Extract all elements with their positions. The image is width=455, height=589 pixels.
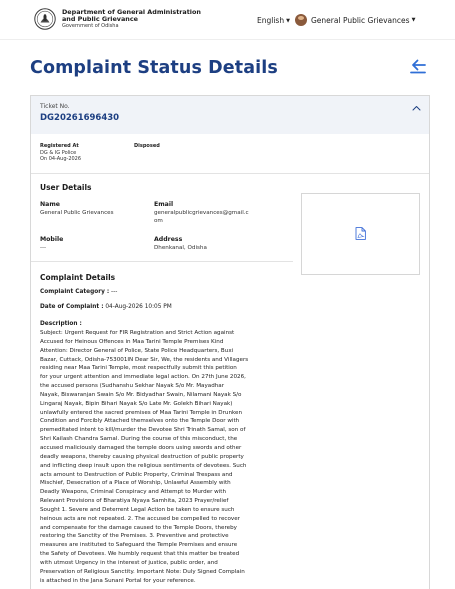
description-line: acts amount to Destruction of Public Property, Criminal Trespass and xyxy=(40,471,233,478)
language-selector[interactable] xyxy=(257,16,290,25)
page-title: Complaint Status Details xyxy=(30,58,278,78)
description-line: the Safety of Devotees. We humbly request that this matter be treated xyxy=(40,551,240,558)
registered-office: DG & IG Police xyxy=(40,150,77,156)
description-line: Accused for Heinous Offences in Maa Tarini Temple Premises Kind xyxy=(40,338,224,345)
description-line: unlawfully entered the sacred premises of Maa Tarini Temple in Drunken xyxy=(40,409,243,416)
address-value: Dhenkanal, Odisha xyxy=(154,245,207,251)
description-line: Subject: Urgent Request for FIR Registration and Strict Action against xyxy=(40,330,235,336)
ticket-number: DG20261696430 xyxy=(40,113,120,123)
ticket-label: Ticket No. xyxy=(40,103,70,110)
description-line: accused maliciously damaged the temple doors using swords and other xyxy=(40,444,242,451)
description-line: deadly weapons, thereby causing physical destruction of public property xyxy=(40,453,244,460)
email-value-line1: generalpublicgrievances@gmail.c xyxy=(154,210,249,216)
chevron-up-icon[interactable] xyxy=(412,105,421,111)
description-line: Preservation of Religious Sanctity. Important Note: Duly Signed Complain xyxy=(40,568,245,575)
description-line: Nayak, Biswaranjan Swain S/o Mr. Bidyadhar Swain, Nilamani Nayak S/o xyxy=(40,391,242,398)
description-line: Relevant Provisions of Bharatiya Nyaya Samhita, 2023 Prayer/relief xyxy=(40,498,229,505)
attachment-preview[interactable] xyxy=(301,193,420,275)
description-line: heinous acts are not repeated. 2. The accused be compelled to recover xyxy=(40,515,240,522)
address-label: Address xyxy=(154,236,183,243)
description-line: Attention: Director General of Police, State Police Headquarters, Buxi xyxy=(40,347,234,354)
complaint-category xyxy=(40,289,117,295)
pdf-file-icon xyxy=(355,227,366,240)
divider xyxy=(31,261,293,262)
description-line: residing near Maa Tarini Temple, most respectfully submit this petition xyxy=(40,365,237,372)
description-line: measures are instituted to Safeguard the Temple Premises and ensure xyxy=(40,542,238,549)
complaint-details-title: Complaint Details xyxy=(40,273,116,282)
top-header xyxy=(0,0,455,40)
description-line: Bazar, Cuttack, Odisha-753001IN Dear Sir, We, the residents and Villagers xyxy=(40,356,249,363)
description-line: Condition and Forcibly Attached themselves onto the Temple Door with xyxy=(40,418,240,425)
email-label: Email xyxy=(154,201,174,208)
org-name-line2: and Public Grievance xyxy=(62,15,138,24)
complaint-category-value: --- xyxy=(109,289,118,295)
caret-down-icon: ▼ xyxy=(286,18,290,24)
complaint-date xyxy=(40,304,172,310)
description-line: is attached in the Jana Sunani Portal for your reference. xyxy=(40,577,196,584)
language-label: English xyxy=(257,16,285,25)
description-line: for your urgent attention and immediate legal action. On 27th June 2026, xyxy=(40,374,246,381)
divider xyxy=(31,173,429,174)
description-label: Description : xyxy=(40,321,82,327)
email-value-line2: om xyxy=(154,218,163,224)
complaint-date-value: 04-Aug-2026 10:05 PM xyxy=(103,304,172,310)
description-text xyxy=(40,329,282,585)
mobile-label: Mobile xyxy=(40,236,64,243)
complaint-card xyxy=(30,95,430,589)
user-details-title: User Details xyxy=(40,183,92,192)
status-badge: Disposed xyxy=(134,143,160,149)
description-line: and compensate for the damage caused to the Temple Doors, thereby xyxy=(40,524,237,531)
complaint-category-label: Complaint Category : xyxy=(40,289,110,295)
ticket-header[interactable] xyxy=(31,96,429,134)
description-line: Sought 1. Severe and Deterrent Legal Action be taken to ensure such xyxy=(40,506,235,513)
registered-at-label: Registered At xyxy=(40,143,79,149)
description-line: Mischief, Desecration of a Place of Worship, Unlawful Assembly with xyxy=(40,480,231,487)
description-line: premeditated intent to kill/murder the Devotee Shri Trinath Samal, son of xyxy=(40,427,246,434)
name-value: General Public Grievances xyxy=(40,210,114,216)
back-arrow-icon[interactable] xyxy=(409,58,427,74)
complaint-date-label: Date of Complaint : xyxy=(40,304,104,310)
odisha-emblem-icon xyxy=(34,8,56,30)
description-line: restoring the Sanctity of the Premises. 3. Preventive and protective xyxy=(40,533,229,540)
name-label: Name xyxy=(40,201,60,208)
org-name-line1: Department of General Administration xyxy=(62,8,201,16)
org-government: Government of Odisha xyxy=(62,22,119,29)
user-menu[interactable] xyxy=(295,12,415,28)
description-line: Shri Kailash Chandra Samal. During the course of this misconduct, the xyxy=(40,436,238,443)
mobile-value: --- xyxy=(40,245,47,251)
user-name: General Public Grievances xyxy=(311,15,410,25)
avatar xyxy=(295,14,307,26)
description-line: Deadly Weapons, Criminal Conspiracy and Attempt to Murder with xyxy=(40,489,227,496)
description-line: the accused persons (Sudhanshu Sekhar Nayak S/o Mr. Mayadhar xyxy=(40,383,225,390)
description-line: and inflicting deep insult upon the religious sentiments of devotees. Such xyxy=(40,462,247,469)
brand-text xyxy=(62,9,201,29)
registered-date: On 04-Aug-2026 xyxy=(40,156,82,162)
caret-down-icon: ▼ xyxy=(411,17,416,23)
description-line: Lingaraj Nayak, Bipin Bihari Nayak S/o Late Mr. Golekh Bihari Nayak) xyxy=(40,400,233,407)
description-line: with utmost Urgency in the interest of justice, public order, and xyxy=(40,559,218,566)
